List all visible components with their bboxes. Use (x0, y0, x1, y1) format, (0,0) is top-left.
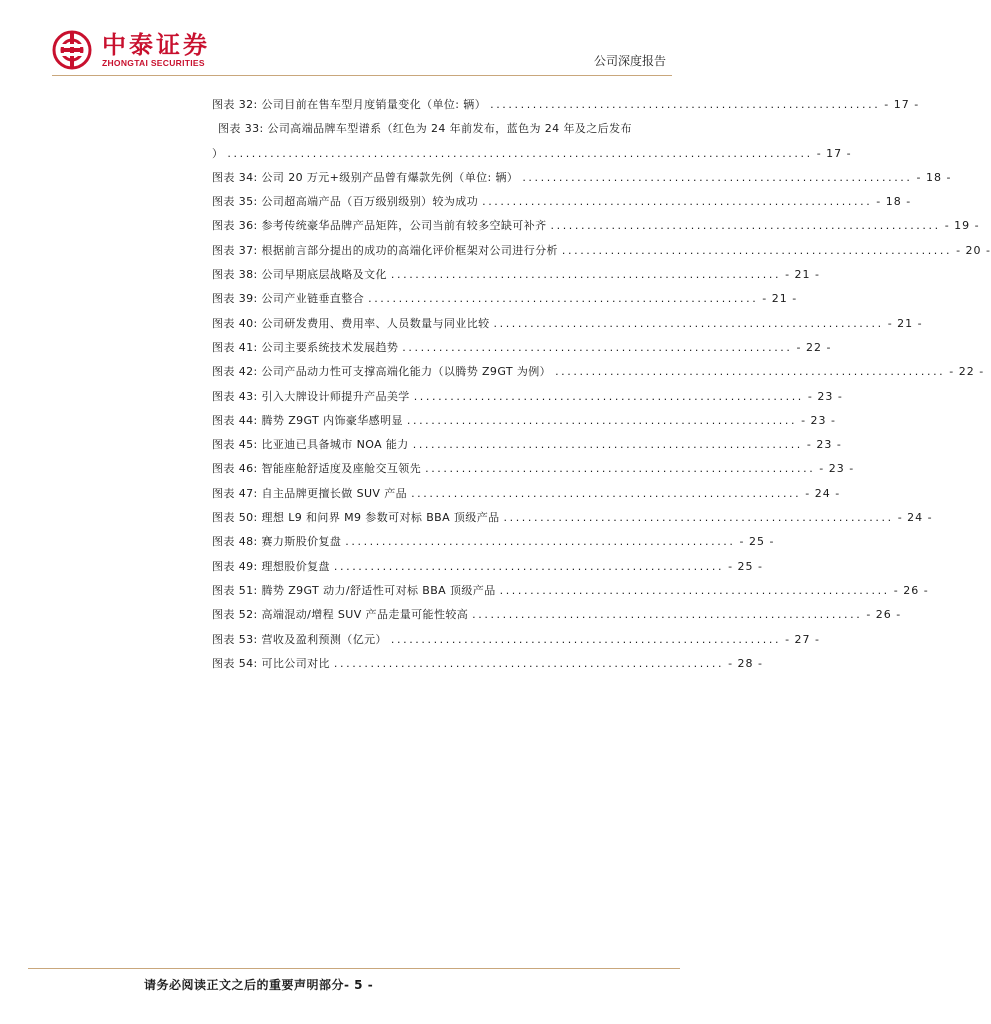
toc-entry-page: - 24 - (805, 486, 841, 500)
toc-entry-label: 图表 33: 公司高端品牌车型谱系（红色为 24 年前发布，蓝色为 24 年及之后发布 (218, 122, 632, 136)
toc-entry[interactable] (212, 336, 832, 360)
toc-leader-dots: ................................................................ (333, 559, 725, 573)
toc-entry-label: 图表 48: 赛力斯股价复盘 (212, 535, 342, 549)
toc-entry[interactable] (212, 239, 991, 263)
toc-entry[interactable] (212, 506, 933, 530)
toc-entry-label: 图表 39: 公司产业链垂直整合 (212, 292, 365, 306)
toc-leader-dots: ................................................................ (555, 365, 946, 379)
toc-leader-dots: ................................................................ (333, 656, 725, 670)
toc-entry-label: 图表 46: 智能座舱舒适度及座舱交互领先 (212, 462, 422, 476)
toc-entry-label: 图表 43: 引入大牌设计师提升产品美学 (212, 389, 410, 403)
toc-entry-page: - 21 - (887, 316, 923, 330)
toc-entry-label: 图表 51: 腾势 Z9GT 动力/舒适性可对标 BBA 顶级产品 (212, 583, 496, 597)
toc-leader-dots: ................................................................ (503, 511, 894, 525)
toc-entry-label: 图表 34: 公司 20 万元+级别产品曾有爆款先例（单位: 辆） (212, 170, 519, 184)
toc-leader-dots: ................................................................ (390, 632, 782, 646)
toc-leader-dots: ................................................................ (499, 583, 890, 597)
toc-entry-label: 图表 41: 公司主要系统技术发展趋势 (212, 340, 399, 354)
toc-entry-label: 图表 36: 参考传统豪华品牌产品矩阵，公司当前有较多空缺可补齐 (212, 219, 547, 233)
toc-entry-label: 图表 53: 营收及盈利预测（亿元） (212, 632, 387, 646)
footer-disclaimer: 请务必阅读正文之后的重要声明部分 (144, 978, 345, 992)
toc-entry[interactable] (212, 360, 985, 384)
toc-entry[interactable] (212, 312, 923, 336)
toc-entry-page: - 25 - (728, 559, 764, 573)
toc-entry-label: 图表 32: 公司目前在售车型月度销量变化（单位: 辆） (212, 98, 487, 111)
toc-entry-label: 图表 37: 根据前言部分提出的成功的高端化评价框架对公司进行分析 (212, 243, 558, 257)
toc-entry[interactable] (212, 530, 775, 554)
toc-entry-page: - 19 - (944, 219, 980, 233)
toc-leader-dots: ................................................................ (402, 340, 793, 354)
toc-entry[interactable] (212, 287, 798, 311)
toc-entry[interactable] (212, 628, 821, 652)
toc-entry-page: - 23 - (819, 462, 855, 476)
toc-entry-page: - 22 - (796, 340, 832, 354)
toc-leader-dots: ................................................................ (493, 316, 884, 330)
toc-entry[interactable] (212, 190, 912, 214)
toc-leader-dots: ................................................................ (490, 98, 881, 111)
toc-leader-dots: ................................................................ (368, 292, 759, 306)
toc-entry-page: - 25 - (739, 535, 775, 549)
toc-leader-dots: ................................................................ (413, 389, 804, 403)
toc-entry-page: - 26 - (866, 608, 902, 622)
toc-entry-label: 图表 35: 公司超高端产品（百万级别级别）较为成功 (212, 195, 479, 209)
toc-entry-page: - 23 - (801, 413, 836, 427)
header-divider (52, 75, 672, 76)
toc-entry-label: 图表 47: 自主品牌更擅长做 SUV 产品 (212, 486, 408, 500)
toc-entry-label: 图表 45: 比亚迪已具备城市 NOA 能力 (212, 438, 409, 452)
toc-entry-label: 图表 50: 理想 L9 和问界 M9 参数可对标 BBA 顶级产品 (212, 511, 500, 525)
toc-leader-dots: ................................................................ (425, 462, 816, 476)
toc-entry-label-continued: ） (212, 146, 224, 160)
toc-leader-dots: ................................................................ (411, 486, 802, 500)
footer-divider (28, 968, 680, 969)
toc-entry[interactable] (212, 263, 821, 287)
figure-list (212, 93, 991, 676)
toc-entry-page: - 22 - (949, 365, 985, 379)
toc-entry-label: 图表 42: 公司产品动力性可支撑高端化能力（以腾势 Z9GT 为例） (212, 365, 552, 379)
toc-entry-page: - 23 - (806, 438, 842, 452)
toc-leader-dots: ................................................................ (406, 413, 798, 427)
toc-entry-page: - 21 - (785, 268, 821, 282)
toc-entry-label: 图表 54: 可比公司对比 (212, 656, 330, 670)
toc-entry-page: - 23 - (807, 389, 843, 403)
toc-leader-dots: ................................................................ (390, 268, 782, 282)
toc-entry[interactable] (212, 93, 920, 117)
toc-entry[interactable] (212, 166, 952, 190)
toc-leader-dots: ................................................................ (482, 195, 873, 209)
company-logo (52, 30, 210, 70)
toc-entry[interactable] (212, 433, 842, 457)
toc-entry[interactable] (212, 409, 836, 433)
toc-entry-label: 图表 40: 公司研发费用、费用率、人员数量与同业比较 (212, 316, 490, 330)
footer-page-number: - 5 - (344, 978, 374, 992)
toc-entry[interactable] (212, 457, 855, 481)
toc-entry-page: - 21 - (762, 292, 798, 306)
toc-entry[interactable] (212, 555, 764, 579)
zhongtai-logo-icon (52, 30, 96, 70)
toc-entry[interactable] (212, 579, 929, 603)
toc-entry-page: - 26 - (893, 583, 929, 597)
toc-entry-page: - 18 - (876, 195, 912, 209)
toc-leader-dots: ................................................................ (561, 243, 953, 257)
toc-entry-label: 图表 38: 公司早期底层战略及文化 (212, 268, 387, 282)
toc-entry[interactable] (212, 652, 764, 676)
toc-leader-dots: ................................................................ (522, 170, 913, 184)
logo-chinese-name: 中泰证券 (102, 30, 210, 59)
toc-entry-page: - 20 - (956, 243, 991, 257)
toc-entry[interactable] (212, 482, 841, 506)
toc-entry[interactable] (212, 385, 843, 409)
toc-entry-label: 图表 44: 腾势 Z9GT 内饰豪华感明显 (212, 413, 403, 427)
toc-entry-page: - 17 - (884, 98, 920, 111)
toc-leader-dots: ................................................................ (345, 535, 736, 549)
toc-entry-page: - 28 - (728, 656, 764, 670)
toc-entry-label: 图表 49: 理想股价复盘 (212, 559, 330, 573)
toc-entry[interactable] (212, 603, 902, 627)
toc-leader-dots: ................................................................ (412, 438, 803, 452)
report-type-label: 公司深度报告 (593, 54, 666, 68)
toc-leader-dots: ................................................................ (550, 219, 941, 233)
toc-leader-dots: ................................................................ (472, 608, 863, 622)
toc-entry-page: - 17 - (816, 146, 852, 160)
toc-entry-page: - 18 - (916, 170, 952, 184)
toc-entry-page: - 27 - (785, 632, 821, 646)
toc-leader-dots: ................................................................................................ (227, 146, 813, 160)
toc-entry-page: - 24 - (897, 511, 933, 525)
toc-entry[interactable] (212, 214, 980, 238)
toc-entry[interactable] (212, 117, 852, 166)
footer-notice (144, 976, 373, 993)
logo-english-name: ZHONGTAI SECURITIES (102, 57, 205, 68)
toc-entry-label: 图表 52: 高端混动/增程 SUV 产品走量可能性较高 (212, 608, 469, 622)
